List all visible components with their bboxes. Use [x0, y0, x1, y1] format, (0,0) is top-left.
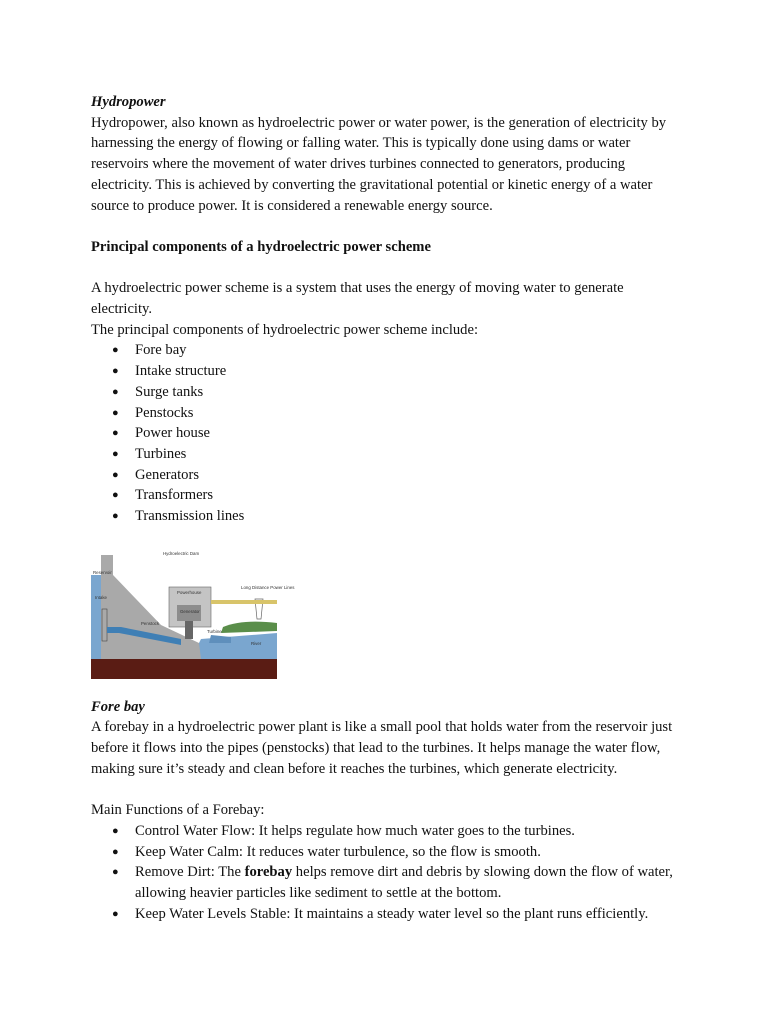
list-item: ● Keep Water Calm: It reduces water turbulence, so the flow is smooth. [91, 842, 681, 863]
list-item: ● Penstocks [91, 403, 681, 424]
hydropower-paragraph: Hydropower, also known as hydroelectric power or water power, is the generation of electricity by harnessing the energy of flowing or falling water. This is typically done using dams or water reservoirs where the movement of water drives turbines connected to generators, producing electricity. This is achieved by converting the gravitational potential or kinetic energy of a water source to produce power. It is considered a renewable energy source. [91, 114, 667, 214]
components-heading: Principal components of a hydroelectric power scheme [91, 238, 431, 255]
function-text-post: helps remove dirt and debris by slowing down the flow of water, allowing heavier particles like sediment to settle at the bottom. [135, 864, 673, 902]
label-intake: Intake [95, 594, 107, 600]
label-reservoir: Reservoir [93, 569, 112, 575]
label-powerhouse: Powerhouse [177, 589, 202, 595]
list-item: ● Transmission lines [91, 506, 681, 527]
list-item: ● Control Water Flow: It helps regulate how much water goes to the turbines. [91, 821, 681, 842]
list-item: ● Power house [91, 423, 681, 444]
components-list [91, 340, 681, 526]
list-item: ● Transformers [91, 485, 681, 506]
list-item: ● Surge tanks [91, 382, 681, 403]
list-item: ● Turbines [91, 444, 681, 465]
fore-bay-heading: Fore bay [91, 698, 145, 715]
hydroelectric-dam-diagram [91, 547, 295, 679]
function-text-bold: forebay [244, 864, 293, 881]
list-item [91, 862, 681, 903]
list-item: ● Fore bay [91, 340, 681, 361]
label-turbine: Turbine [207, 628, 222, 634]
list-item: ● Keep Water Levels Stable: It maintains a steady water level so the plant runs efficiently. [91, 904, 681, 925]
functions-list [91, 821, 681, 925]
ground-layer [91, 659, 277, 679]
hydropower-heading: Hydropower [91, 94, 166, 110]
function-text-pre: Remove Dirt: The [135, 864, 245, 881]
document-page [91, 92, 681, 924]
label-generator: Generator [180, 608, 200, 614]
diagram-title: Hydroelectric Dam [163, 550, 200, 556]
functions-intro: Main Functions of a Forebay: [91, 802, 265, 819]
label-river: River [251, 640, 262, 646]
list-item: ● Intake structure [91, 361, 681, 382]
label-penstock: Penstock [141, 620, 160, 626]
turbine-shaft [185, 621, 193, 639]
list-item: ● Generators [91, 465, 681, 486]
label-power-lines: Long Distance Power Lines [241, 584, 295, 590]
fore-bay-paragraph: A forebay in a hydroelectric power plant is like a small pool that holds water from the reservoir just before it flows into the pipes (penstocks) that lead to the turbines. It helps manage the water flow, making sure it’s steady and clean before it reaches the turbines, which generate electricity. [91, 719, 673, 777]
scheme-paragraph: A hydroelectric power scheme is a system that uses the energy of moving water to generate electricity. [91, 280, 624, 317]
components-intro: The principal components of hydroelectric power scheme include: [91, 321, 478, 338]
